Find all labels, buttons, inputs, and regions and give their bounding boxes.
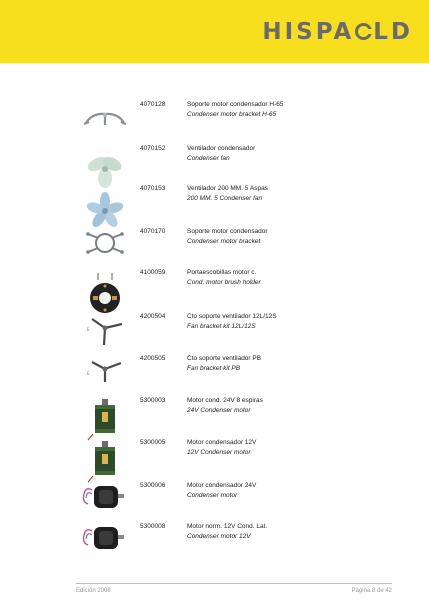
catalog-row xyxy=(0,355,429,395)
footer-divider xyxy=(76,583,392,584)
catalog-row xyxy=(0,397,429,441)
part-name-es: Motor cond. 24V 8 espiras xyxy=(187,397,263,404)
brand-logo: HISPA LD xyxy=(262,19,413,45)
catalog-row xyxy=(0,313,429,353)
logo-o-mark xyxy=(355,23,372,40)
part-code: 5300003 xyxy=(140,397,166,404)
footer-page-number: Página 8 de 42 xyxy=(351,588,392,594)
part-name-en: Condenser motor bracket H-65 xyxy=(187,111,277,118)
part-name-es: Motor condensador 24V xyxy=(187,482,257,489)
fan-5-blade-icon xyxy=(78,191,132,231)
catalog-row xyxy=(0,482,429,522)
part-name-en: Fan bracket kit PB xyxy=(187,365,241,372)
part-name-es: Ventilador condensador xyxy=(187,145,256,152)
part-code: 4200505 xyxy=(140,355,166,362)
part-name-es: Cto soporte ventilador 12L/12S xyxy=(187,313,277,320)
bracket-h65-icon xyxy=(78,101,132,141)
part-name-es: Portaescobillas motor c. xyxy=(187,269,257,276)
svg-text:E: E xyxy=(87,371,90,376)
fan-bracket-kit-icon xyxy=(78,314,132,354)
part-name-es: Motor norm. 12V Cond. Lat. xyxy=(187,523,268,530)
part-name-en: Condenser motor bracket xyxy=(187,238,261,245)
part-code: 5300006 xyxy=(140,482,166,489)
part-code: 5300008 xyxy=(140,523,166,530)
part-name-es: Motor condensador 12V xyxy=(187,439,257,446)
part-name-es: Ventilador 200 MM. 5 Aspas xyxy=(187,185,268,192)
part-name-en: Condenser fan xyxy=(187,155,230,162)
part-name-es: Cto soporte ventilador PB xyxy=(187,355,262,362)
catalog-row xyxy=(0,145,429,185)
fan-blade-icon xyxy=(78,150,132,190)
motor-green-icon xyxy=(78,398,132,442)
motor-black-icon xyxy=(78,521,132,561)
catalog-row xyxy=(0,269,429,309)
brush-holder-icon xyxy=(78,271,132,315)
part-name-en: Cond. motor brush holder xyxy=(187,279,261,286)
motor-black-icon xyxy=(78,480,132,520)
catalog-row xyxy=(0,101,429,141)
part-code: 4200504 xyxy=(140,313,166,320)
catalog-row xyxy=(0,439,429,483)
footer-edition: Edición 2008 xyxy=(76,588,111,594)
page-header xyxy=(0,0,429,63)
part-code: 4070153 xyxy=(140,185,166,192)
part-name-en: 200 MM. 5 Condenser fan xyxy=(187,195,263,202)
fan-bracket-kit-pb-icon xyxy=(78,356,132,396)
part-name-en: 12V Condenser motor xyxy=(187,449,251,456)
part-name-es: Soporte motor condensador xyxy=(187,228,268,235)
motor-bracket-icon xyxy=(78,228,132,268)
part-name-en: 24V Condenser motor xyxy=(187,407,251,414)
motor-green-icon xyxy=(78,440,132,484)
part-code: 4070152 xyxy=(140,145,166,152)
part-code: 4070170 xyxy=(140,228,166,235)
part-code: 4100059 xyxy=(140,269,166,276)
part-name-en: Condenser motor xyxy=(187,492,238,499)
svg-text:E: E xyxy=(87,327,90,332)
catalog-row xyxy=(0,185,429,225)
part-name-en: Condenser motor 12V xyxy=(187,533,251,540)
catalog-row xyxy=(0,228,429,268)
part-code: 4070128 xyxy=(140,101,166,108)
part-code: 5300005 xyxy=(140,439,166,446)
catalog-row xyxy=(0,523,429,563)
part-name-en: Fan bracket kit 12L/12S xyxy=(187,323,256,330)
part-name-es: Soporte motor condensador H-65 xyxy=(187,101,284,108)
